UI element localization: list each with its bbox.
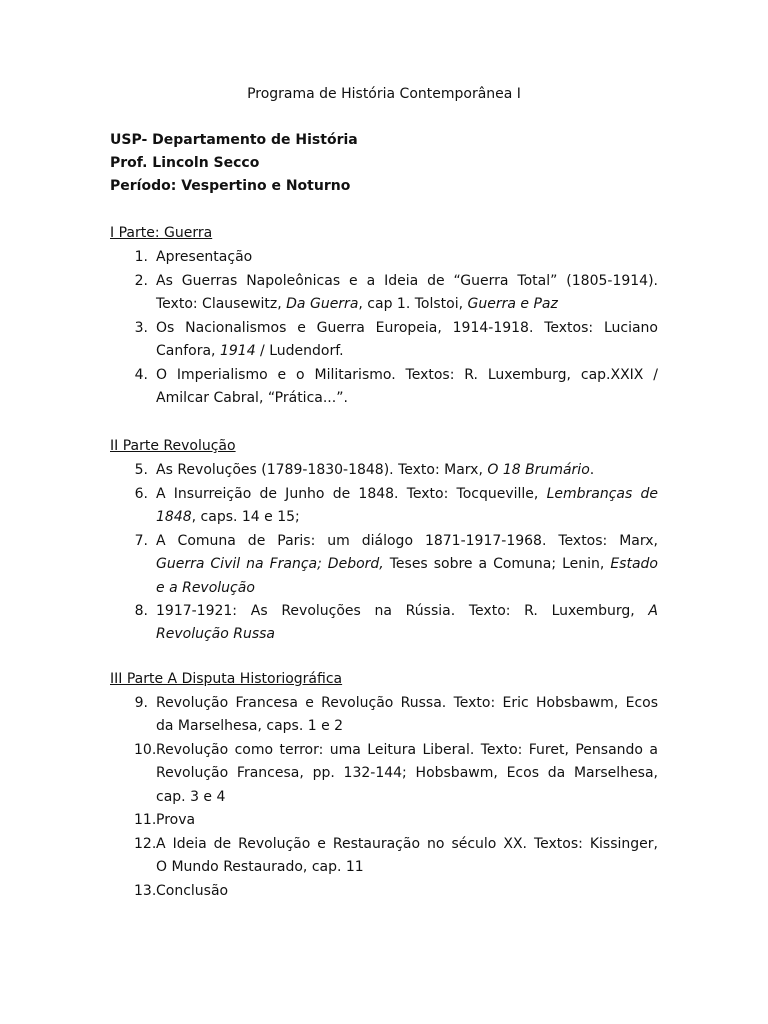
item-text-line	[156, 623, 658, 646]
item-text-line: Revolução como terror: uma Leitura Liberal. Texto: Furet, Pensando a	[156, 742, 658, 758]
item-text	[156, 833, 658, 880]
item-text-line: As Revoluções (1789-1830-1848). Texto: Marx, O 18 Brumário.	[156, 462, 595, 478]
item-text-line: Prova	[156, 812, 196, 828]
professor-line: Prof. Lincoln Secco	[110, 155, 260, 171]
item-number: 11.	[134, 812, 157, 828]
list-item	[110, 600, 658, 647]
section-heading: I Parte: Guerra	[110, 225, 213, 241]
item-text	[156, 739, 658, 809]
item-text-line: A Insurreição de Junho de 1848. Texto: Tocqueville, Lembranças de	[156, 486, 659, 502]
cited-work-title: e a Revolução	[156, 579, 255, 596]
item-text	[156, 483, 658, 530]
item-number: 12.	[134, 836, 157, 852]
cited-work-title: O 18 Brumário	[487, 462, 590, 478]
item-text-line: O Mundo Restaurado, cap. 11	[156, 859, 364, 876]
item-number: 8.	[134, 603, 148, 619]
item-text-line: Guerra Civil na França; Debord, Teses sobre a Comuna; Lenin, Estado	[156, 556, 658, 573]
cited-work-title: Revolução Russa	[156, 626, 276, 643]
item-text-line: da Marselhesa, caps. 1 e 2	[156, 718, 344, 735]
item-text	[156, 246, 658, 269]
cited-work-title: A	[648, 603, 658, 619]
section-heading: III Parte A Disputa Historiográfica	[110, 671, 343, 687]
item-text	[156, 364, 658, 411]
item-text-line: Os Nacionalismos e Guerra Europeia, 1914-1918. Textos: Luciano	[156, 320, 658, 336]
section-heading: II Parte Revolução	[110, 438, 236, 454]
list-item	[110, 270, 658, 317]
cited-work-title: Da Guerra	[286, 296, 359, 313]
list-item	[110, 317, 658, 364]
list-item	[110, 246, 658, 269]
item-text-line: cap. 3 e 4	[156, 788, 226, 805]
item-text	[156, 270, 658, 317]
item-number: 3.	[134, 320, 148, 336]
list-item	[110, 809, 658, 832]
item-text-line: Canfora, 1914 / Ludendorf.	[156, 343, 344, 360]
item-text-line: Conclusão	[156, 883, 229, 899]
item-text-line: Amilcar Cabral, “Prática...”.	[156, 390, 348, 407]
list-item	[110, 483, 658, 530]
item-text	[156, 809, 658, 832]
item-text-line: As Guerras Napoleônicas e a Ideia de “Guerra Total” (1805-1914).	[156, 273, 658, 289]
item-text	[156, 459, 658, 482]
list-item	[110, 739, 658, 809]
list-item	[110, 364, 658, 411]
item-text	[156, 530, 658, 600]
item-number: 6.	[134, 486, 148, 502]
cited-work-title: 1914	[219, 343, 256, 360]
item-number: 2.	[134, 273, 148, 289]
period-line: Período: Vespertino e Noturno	[110, 178, 351, 194]
item-number: 9.	[134, 695, 148, 711]
item-text	[156, 880, 658, 903]
cited-work-title: 1848	[156, 509, 192, 526]
item-text-line: Texto: Clausewitz, Da Guerra, cap 1. Tolstoi, Guerra e Paz	[156, 296, 558, 313]
item-text-line: A Comuna de Paris: um diálogo 1871-1917-1968. Textos: Marx,	[156, 533, 658, 549]
cited-work-title: Lembranças de	[546, 486, 659, 502]
item-number: 5.	[134, 462, 148, 478]
item-number: 10.	[134, 742, 157, 758]
list-item	[110, 530, 658, 600]
list-item	[110, 880, 658, 903]
list-item	[110, 833, 658, 880]
item-text-line: Revolução Francesa, pp. 132-144; Hobsbawm, Ecos da Marselhesa,	[156, 765, 658, 782]
document-title: Programa de História Contemporânea I	[247, 86, 521, 102]
item-number: 1.	[134, 249, 148, 265]
list-item	[110, 459, 658, 482]
item-text	[156, 600, 658, 647]
item-number: 4.	[134, 367, 148, 383]
item-text-line: 1917-1921: As Revoluções na Rússia. Texto: R. Luxemburg, A	[156, 603, 658, 619]
item-text-line: Apresentação	[156, 249, 253, 265]
list-item	[110, 692, 658, 739]
item-text	[156, 692, 658, 739]
item-text-line: O Imperialismo e o Militarismo. Textos: R. Luxemburg, cap.XXIX /	[156, 367, 658, 383]
item-text-line	[156, 577, 658, 600]
item-text-line: Revolução Francesa e Revolução Russa. Texto: Eric Hobsbawm, Ecos	[156, 695, 658, 711]
cited-work-title: Guerra e Paz	[467, 296, 558, 313]
item-number: 13.	[134, 883, 157, 899]
department-line: USP- Departamento de História	[110, 132, 358, 148]
cited-work-title: Estado	[610, 556, 658, 573]
item-number: 7.	[134, 533, 148, 549]
item-text-line: 1848, caps. 14 e 15;	[156, 509, 300, 526]
item-text-line: A Ideia de Revolução e Restauração no século XX. Textos: Kissinger,	[156, 836, 658, 852]
cited-work-title: Guerra Civil na França; Debord,	[156, 556, 384, 573]
item-text	[156, 317, 658, 364]
